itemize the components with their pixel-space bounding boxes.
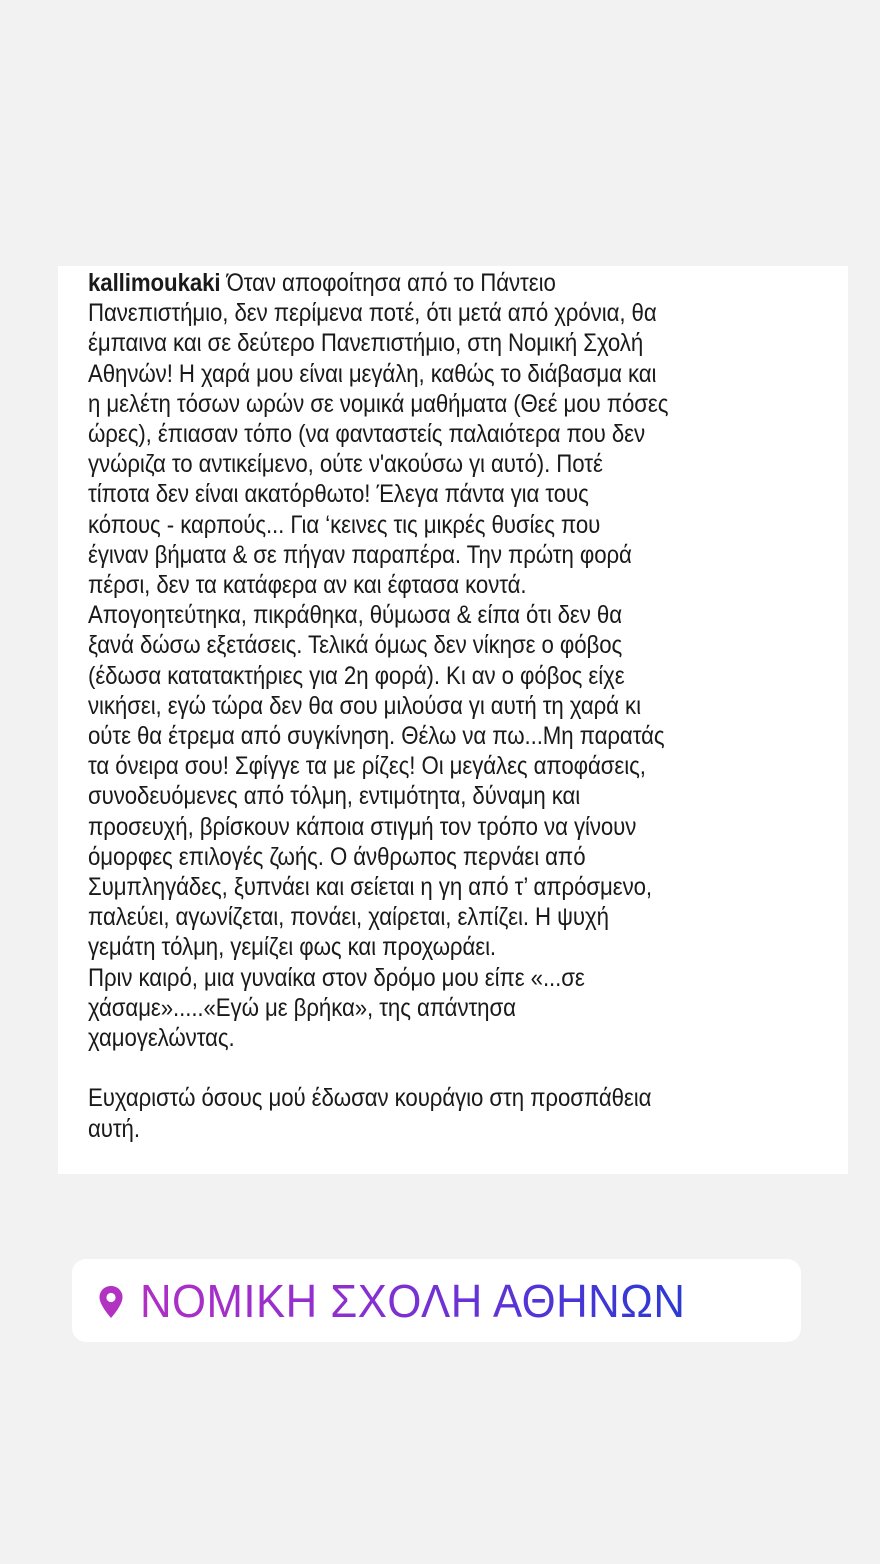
caption-line: προσευχή, βρίσκουν κάποια στιγμή τον τρόπο να γίνουν [88,813,637,841]
caption-line: γνώριζα το αντικείμενο, ούτε ν'ακούσω γι αυτό). Ποτέ [88,451,603,479]
caption-line: συνοδευόμενες από τόλμη, εντιμότητα, δύναμη και [88,783,581,811]
caption-line: Πανεπιστήμιο, δεν περίμενα ποτέ, ότι μετά από χρόνια, θα [88,300,657,328]
caption-line: έγιναν βήματα & σε πήγαν παραπέρα. Την πρώτη φορά [88,541,632,569]
caption-line: πέρσι, δεν τα κατάφερα αν και έφτασα κοντά. [88,572,527,600]
caption-line: ούτε θα έτρεμα από συγκίνηση. Θέλω να πω...Μη παρατάς [88,723,665,751]
caption-line: αυτή. [88,1115,140,1143]
caption-line: χαμογελώντας. [88,1025,235,1053]
caption-line: (έδωσα κατατακτήριες για 2η φορά). Κι αν ο φόβος είχε [88,662,625,690]
paragraph-spacer [88,1054,830,1084]
caption-line: Απογοητεύτηκα, πικράθηκα, θύμωσα & είπα ότι δεν θα [88,602,622,630]
caption-line: η μελέτη τόσων ωρών σε νομικά μαθήματα (Θεέ μου πόσες [88,390,669,418]
caption-line: κόπους - καρπούς... Για ‘κεινες τις μικρές θυσίες που [88,511,601,539]
caption-line: τίποτα δεν είναι ακατόρθωτο! Έλεγα πάντα για τους [88,481,589,509]
caption-card [58,266,848,1174]
caption-line: γεμάτη τόλμη, γεμίζει φως και προχωράει. [88,934,497,962]
location-sticker[interactable] [72,1259,801,1342]
caption-line: έμπαινα και σε δεύτερο Πανεπιστήμιο, στη Νομική Σχολή [88,330,644,358]
caption-line: Αθηνών! Η χαρά μου είναι μεγάλη, καθώς το διάβασμα και [88,360,657,388]
caption-text [88,269,830,1145]
caption-line: όμορφες επιλογές ζωής. Ο άνθρωπος περνάει από [88,843,586,871]
caption-line: Ευχαριστώ όσους μού έδωσαν κουράγιο στη προσπάθεια [88,1085,652,1113]
caption-line: χάσαμε».....«Εγώ με βρήκα», της απάντησα [88,994,516,1022]
caption-line: ξανά δώσω εξετάσεις. Τελικά όμως δεν νίκησε ο φόβος [88,632,623,660]
username[interactable]: kallimoukaki [88,270,221,297]
caption-line: παλεύει, αγωνίζεται, πονάει, χαίρεται, ελπίζει. Η ψυχή [88,904,609,932]
location-pin-icon [98,1285,124,1319]
caption-line: kallimoukaki Όταν αποφοίτησα από το Πάντειο [88,270,556,297]
caption-line: νικήσει, εγώ τώρα δεν θα σου μιλούσα γι αυτή τη χαρά κι [88,692,641,720]
caption-line: τα όνειρα σου! Σφίγγε τα με ρίζες! Οι μεγάλες αποφάσεις, [88,753,646,781]
caption-line: ώρες), έπιασαν τόπο (να φανταστείς παλαιότερα που δεν [88,421,646,449]
location-label: ΝΟΜΙΚΗ ΣΧΟΛΗ ΑΘΗΝΩΝ [140,1274,686,1327]
caption-line: Πριν καιρό, μια γυναίκα στον δρόμο μου είπε «...σε [88,964,585,992]
caption-line: Συμπληγάδες, ξυπνάει και σείεται η γη από τ’ απρόσμενο, [88,874,653,902]
